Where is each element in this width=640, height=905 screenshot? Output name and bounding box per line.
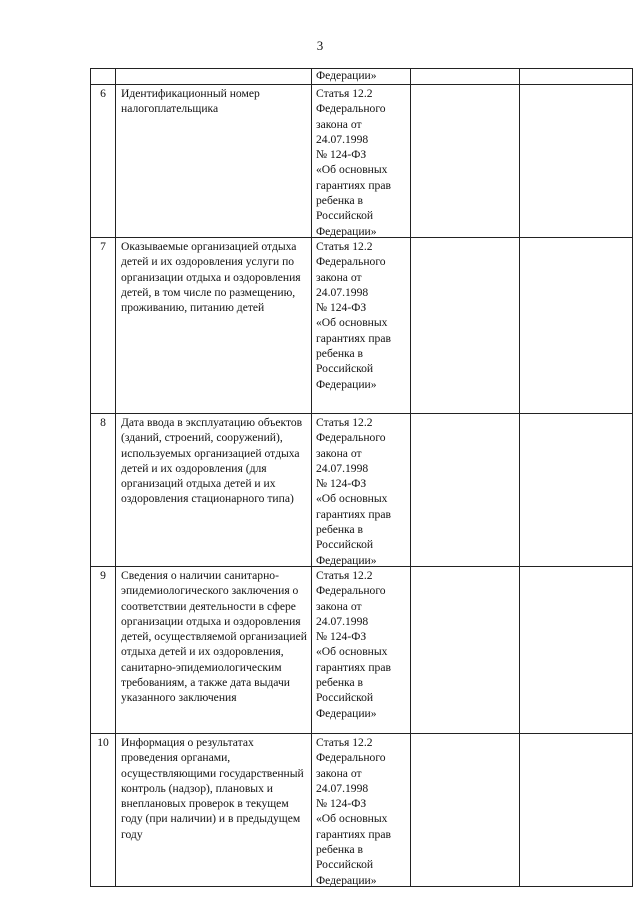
table-row [91, 734, 632, 887]
table-row [91, 567, 632, 734]
cell-empty-a [411, 567, 520, 733]
cell-law: Статья 12.2 Федерального закона от 24.07.1998 № 124-ФЗ «Об основных гарантиях прав ребенка в Российской Федерации» [312, 414, 411, 566]
cell-num: 8 [91, 414, 116, 566]
cell-name: Дата ввода в эксплуатацию объектов (зданий, строений, сооружений), используемых организацией отдыха детей и их оздоровления (для организаций отдыха детей и их оздоровления стационарного типа) [116, 414, 312, 566]
cell-name [116, 69, 312, 84]
cell-name: Сведения о наличии санитарно-эпидемиологического заключения о соответствии деятельности в сфере организации отдыха и оздоровления детей, осуществляемой организацией отдыха детей и их оздоровления, санитарно-эпидемиологическим требованиям, а также дата выдачи указанного заключения [116, 567, 312, 733]
table-row-continuation [91, 69, 632, 85]
cell-num [91, 69, 116, 84]
cell-num: 7 [91, 238, 116, 413]
table-row [91, 414, 632, 567]
cell-law: Федерации» [312, 69, 411, 84]
cell-law: Статья 12.2 Федерального закона от 24.07.1998 № 124-ФЗ «Об основных гарантиях прав ребенка в Российской Федерации» [312, 734, 411, 886]
cell-empty-a [411, 734, 520, 886]
cell-empty-b [520, 238, 632, 413]
data-table [90, 68, 633, 887]
cell-empty-b [520, 414, 632, 566]
table-row [91, 85, 632, 238]
cell-empty-a [411, 414, 520, 566]
cell-law: Статья 12.2 Федерального закона от 24.07.1998 № 124-ФЗ «Об основных гарантиях прав ребенка в Российской Федерации» [312, 238, 411, 413]
cell-empty-b [520, 734, 632, 886]
cell-name: Оказываемые организацией отдыха детей и их оздоровления услуги по организации отдыха и оздоровления детей, в том числе по размещению, проживанию, питанию детей [116, 238, 312, 413]
page-number: 3 [316, 38, 324, 53]
cell-empty-a [411, 85, 520, 237]
cell-empty-b [520, 85, 632, 237]
cell-num: 10 [91, 734, 116, 886]
cell-num: 9 [91, 567, 116, 733]
cell-name: Информация о результатах проведения органами, осуществляющими государственный контроль (надзор), плановых и внеплановых проверок в текущем году (при наличии) и в предыдущем году [116, 734, 312, 886]
cell-law: Статья 12.2 Федерального закона от 24.07.1998 № 124-ФЗ «Об основных гарантиях прав ребенка в Российской Федерации» [312, 567, 411, 733]
cell-empty-a [411, 69, 520, 84]
cell-law: Статья 12.2 Федерального закона от 24.07.1998 № 124-ФЗ «Об основных гарантиях прав ребенка в Российской Федерации» [312, 85, 411, 237]
cell-name: Идентификационный номер налогоплательщика [116, 85, 312, 237]
table-row [91, 238, 632, 414]
cell-empty-a [411, 238, 520, 413]
cell-empty-b [520, 69, 632, 84]
cell-num: 6 [91, 85, 116, 237]
cell-empty-b [520, 567, 632, 733]
